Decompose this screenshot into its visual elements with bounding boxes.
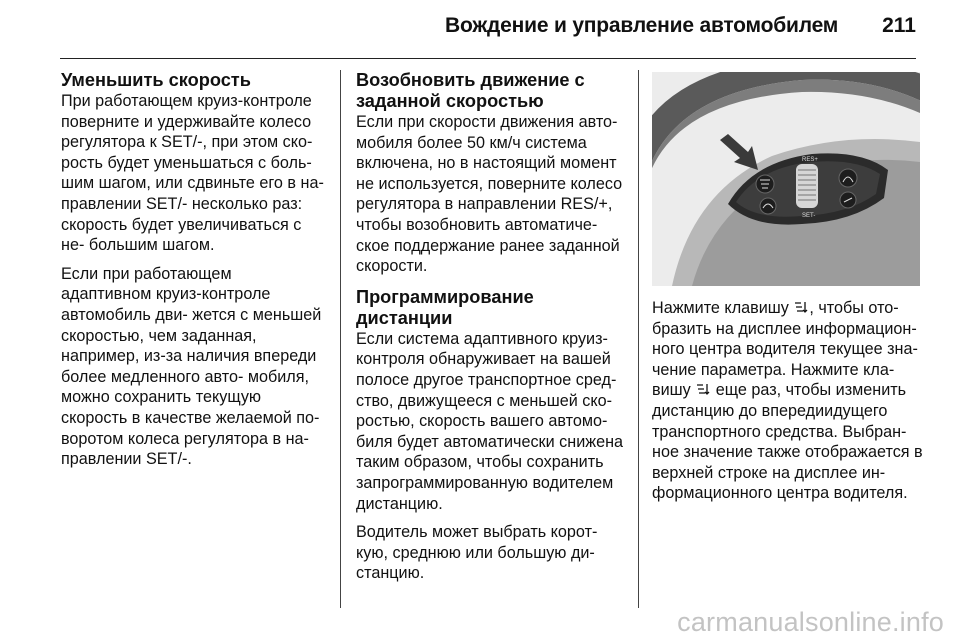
label-set-minus: SET- [802, 213, 816, 219]
column-1 [61, 70, 325, 478]
heading-resume-speed: Возобновить движение с заданной скоростью [356, 70, 585, 111]
heading-distance-programming: Программирование дистанции [356, 286, 534, 328]
column-divider-1 [340, 70, 341, 608]
paragraph-reduce-speed-2: Если при работающем адаптивном круиз-контроле автомобиль дви- жется с меньшей скоростью, чем заданная, например, из-за наличия впереди более медленного авто- мобиля, можно сохранить текущую скорость в качестве желаемой по- воротом колеса регулятора в на- правлении SET/-. [61, 264, 322, 469]
column-3 [652, 72, 924, 512]
distance-gap-icon [793, 300, 809, 314]
paragraph-press-button [652, 298, 924, 504]
column-2 [356, 70, 626, 592]
watermark: carmanualsonline.info [677, 607, 944, 637]
page-header-title: Вождение и управление автомобилем [445, 14, 839, 37]
steering-wheel-figure [652, 72, 920, 286]
paragraph-distance-2: Водитель может выбрать корот- кую, среднюю или большую ди- станцию. [356, 523, 598, 583]
heading-reduce-speed: Уменьшить скорость [61, 70, 251, 90]
paragraph-resume-speed: Если при скорости движения авто- мобиля более 50 км/ч система включена, но в настоящий момент не используется, поверните колесо регулятора в направлении RES/+, чтобы возобновить автоматиче- ское поддержание ранее заданной скорости. [356, 113, 623, 276]
header-rule [60, 58, 916, 59]
steering-wheel-illustration [652, 72, 920, 286]
text-press-b: , чтобы ото- бразить на дисплее информацион- ного центра водителя текущее зна- чение параметра. Нажмите кла- вишу [652, 299, 918, 400]
paragraph-distance-1: Если система адаптивного круиз- контроля обнаруживает на вашей полосе другое транспортное сред- ство, движущееся с меньшей ско- ростью, скорость вашего автомо- биля будет автоматически снижена таким образом, чтобы сохранить запрограммированную водителем дистанцию. [356, 329, 624, 513]
running-head [0, 14, 916, 38]
distance-gap-icon-repeat [695, 382, 711, 396]
paragraph-reduce-speed-1: При работающем круиз-контроле поверните и удерживайте колесо регулятора к SET/-, при этом ско- рость будет уменьшаться с боль- шим шагом, или сдвиньте его в на- правлении SET/- несколько раз: скорость будет увеличиваться с не- большим шагом. [61, 92, 324, 255]
text-press-c: еще раз, чтобы изменить дистанцию до впередиидущего транспортного средства. Выбран- ное значение также отображается в верхней строке на дисплее ин- формационного центра водителя. [652, 381, 923, 503]
column-divider-2 [638, 70, 639, 608]
text-press-a: Нажмите клавишу [652, 299, 789, 317]
page-number: 211 [882, 14, 916, 37]
label-res-plus: RES+ [802, 157, 818, 163]
